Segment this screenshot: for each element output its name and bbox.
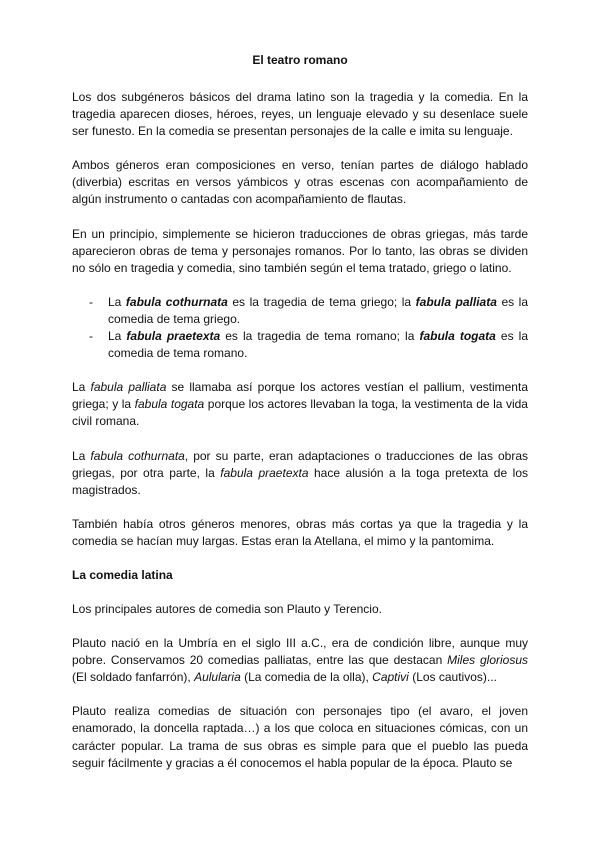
- paragraph-plauto-bio: Plauto nació en la Umbría en el siglo III a.C., era de condición libre, aunque muy pobre. Conservamos 20 comedias palliatas, entre las que destacan Miles gloriosus (El soldado fanfarrón), Aulularia (La comedia de la olla), Captivi (Los cautivos)...: [72, 636, 529, 685]
- term-fabula-cothurnata: fabula cothurnata: [125, 294, 228, 309]
- term-fabula-praetexta: fabula praetexta: [126, 329, 221, 344]
- term-fabula-togata: fabula togata: [134, 397, 205, 412]
- paragraph-subgeneros: Los dos subgéneros básicos del drama latino son la tragedia y la comedia. En la tragedia aparecen dioses, héroes, reyes, un lenguaje elevado y su desenlace suele ser funesto. En la comedia se presentan personajes de la calle e imita su lenguaje.: [72, 90, 528, 139]
- list-dash: -: [89, 294, 93, 309]
- paragraph-verso: Ambos géneros eran composiciones en verso, tenían partes de diálogo hablado (diverbia) escritas en versos yámbicos y otras escenas con acompañamiento de algún instrumento o cantadas con acompañamiento de flautas.: [72, 158, 528, 207]
- term-fabula-palliata: fabula palliata: [415, 294, 497, 309]
- paragraph-cothurnata-praetexta: La fabula cothurnata, por su parte, eran adaptaciones o traducciones de las obras griegas, por otra parte, la fabula praetexta hace alusión a la toga pretexta de los magistrados.: [72, 448, 528, 497]
- section-heading-comedia: La comedia latina: [72, 567, 173, 582]
- paragraph-palliata-togata: La fabula palliata se llamaba así porque los actores vestían el pallium, vestimenta griega; y la fabula togata porque los actores llevaban la toga, la vestimenta de la vida civil romana.: [72, 380, 528, 429]
- document-title: El teatro romano: [252, 53, 348, 67]
- paragraph-plauto-comedias: Plauto realiza comedias de situación con personajes tipo (el avaro, el joven enamorado, la doncella raptada…) a los que coloca en situaciones cómicas, con un carácter popular. La trama de sus obras es simple para que el pueblo las pueda seguir fácilmente y gracias a él conocemos el habla popular de la época. Plauto se: [72, 704, 528, 770]
- paragraph-traducciones: En un principio, simplemente se hicieron traducciones de obras griegas, más tarde aparecieron obras de tema y personajes romanos. Por lo tanto, las obras se dividen no sólo en tragedia y comedia, sino también según el tema tratado, griego o latino.: [72, 226, 528, 275]
- paragraph-autores: Los principales autores de comedia son Plauto y Terencio.: [72, 601, 382, 616]
- work-title: Captivi: [372, 670, 409, 685]
- work-title: Aulularia: [194, 670, 241, 685]
- list-item: - La fabula cothurnata es la tragedia de tema griego; la fabula palliata es la comedia de tema griego.: [89, 294, 529, 326]
- work-title: Miles gloriosus: [447, 653, 529, 668]
- paragraph-generos-menores: También había otros géneros menores, obras más cortas ya que la tragedia y la comedia se hacían muy largas. Estas eran la Atellana, el mimo y la pantomima.: [72, 516, 528, 548]
- term-fabula-cothurnata: fabula cothurnata: [90, 448, 185, 463]
- fabula-types-list: [72, 294, 528, 362]
- term-fabula-palliata: fabula palliata: [90, 380, 167, 395]
- term-fabula-praetexta: fabula praetexta: [220, 465, 309, 480]
- term-fabula-togata: fabula togata: [419, 329, 496, 344]
- list-dash: -: [89, 329, 93, 344]
- list-item: - La fabula praetexta es la tragedia de tema romano; la fabula togata es la comedia de tema romano.: [89, 329, 528, 361]
